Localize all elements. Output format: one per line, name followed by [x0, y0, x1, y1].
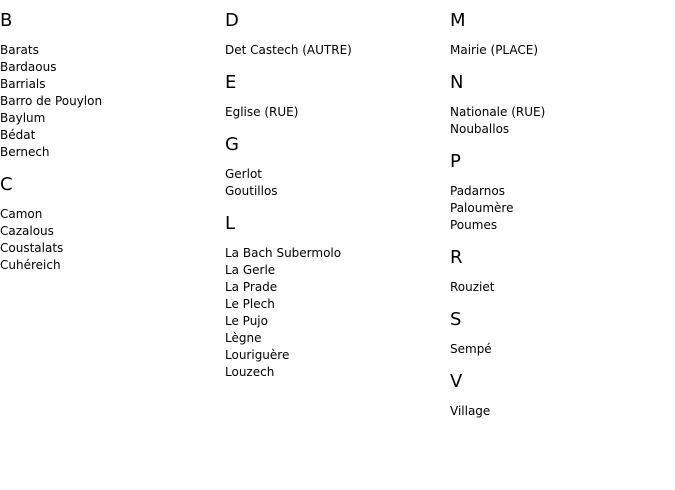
street-link[interactable]: Det Castech (AUTRE): [225, 43, 352, 57]
letter-heading: R: [450, 247, 463, 268]
street-link[interactable]: Coustalats: [0, 241, 64, 255]
street-link[interactable]: Bardaous: [0, 60, 57, 74]
street-link[interactable]: Barats: [0, 43, 39, 57]
street-list: [225, 104, 445, 121]
letter-heading: P: [450, 151, 461, 172]
letter-heading: S: [450, 309, 462, 330]
street-link[interactable]: Rouziet: [450, 280, 495, 294]
street-link[interactable]: La Gerle: [225, 263, 276, 277]
index-column: [450, 10, 670, 433]
street-link[interactable]: La Prade: [225, 280, 278, 294]
street-list: [225, 42, 445, 59]
index-column: [225, 10, 445, 394]
street-link[interactable]: Cazalous: [0, 224, 54, 238]
street-link[interactable]: La Bach Subermolo: [225, 246, 342, 260]
street-link[interactable]: Nationale (RUE): [450, 105, 546, 119]
index-column: [0, 10, 220, 287]
letter-heading: G: [225, 134, 239, 155]
street-link[interactable]: Paloumère: [450, 201, 514, 215]
street-list: [450, 279, 670, 296]
letter-group: [0, 174, 220, 274]
street-link[interactable]: Nouballos: [450, 122, 510, 136]
letter-heading: E: [225, 72, 237, 93]
letter-group: [450, 309, 670, 358]
letter-group: [225, 72, 445, 121]
letter-heading: M: [450, 10, 466, 31]
letter-heading: C: [0, 174, 13, 195]
street-list: [450, 183, 670, 234]
letter-group: [0, 10, 220, 161]
letter-heading: B: [0, 10, 13, 31]
street-link[interactable]: Baylum: [0, 111, 46, 125]
street-link[interactable]: Louzech: [225, 365, 275, 379]
street-link[interactable]: Eglise (RUE): [225, 105, 299, 119]
street-link[interactable]: Lègne: [225, 331, 262, 345]
street-link[interactable]: Cuhéreich: [0, 258, 61, 272]
street-link[interactable]: Gerlot: [225, 167, 262, 181]
street-list: [450, 341, 670, 358]
letter-group: [450, 151, 670, 234]
street-list: [225, 245, 445, 381]
letter-group: [225, 213, 445, 381]
letter-group: [450, 10, 670, 59]
letter-heading: L: [225, 213, 236, 234]
letter-heading: N: [450, 72, 464, 93]
letter-group: [450, 72, 670, 138]
street-list: [450, 403, 670, 420]
street-link[interactable]: Padarnos: [450, 184, 505, 198]
street-link[interactable]: Goutillos: [225, 184, 278, 198]
street-link[interactable]: Bédat: [0, 128, 36, 142]
street-link[interactable]: Camon: [0, 207, 43, 221]
letter-group: [225, 134, 445, 200]
street-link[interactable]: Barrials: [0, 77, 46, 91]
street-list: [0, 42, 220, 161]
street-link[interactable]: Bernech: [0, 145, 50, 159]
street-link[interactable]: Poumes: [450, 218, 498, 232]
street-link[interactable]: Le Pujo: [225, 314, 268, 328]
letter-group: [450, 371, 670, 420]
letter-heading: D: [225, 10, 239, 31]
street-link[interactable]: Mairie (PLACE): [450, 43, 539, 57]
street-list: [225, 166, 445, 200]
street-link[interactable]: Sempé: [450, 342, 492, 356]
street-link[interactable]: Louriguère: [225, 348, 290, 362]
street-list: [450, 104, 670, 138]
street-link[interactable]: Le Plech: [225, 297, 275, 311]
letter-group: [225, 10, 445, 59]
street-list: [450, 42, 670, 59]
street-link[interactable]: Village: [450, 404, 491, 418]
street-list: [0, 206, 220, 274]
street-link[interactable]: Barro de Pouylon: [0, 94, 103, 108]
letter-group: [450, 247, 670, 296]
letter-heading: V: [450, 371, 463, 392]
